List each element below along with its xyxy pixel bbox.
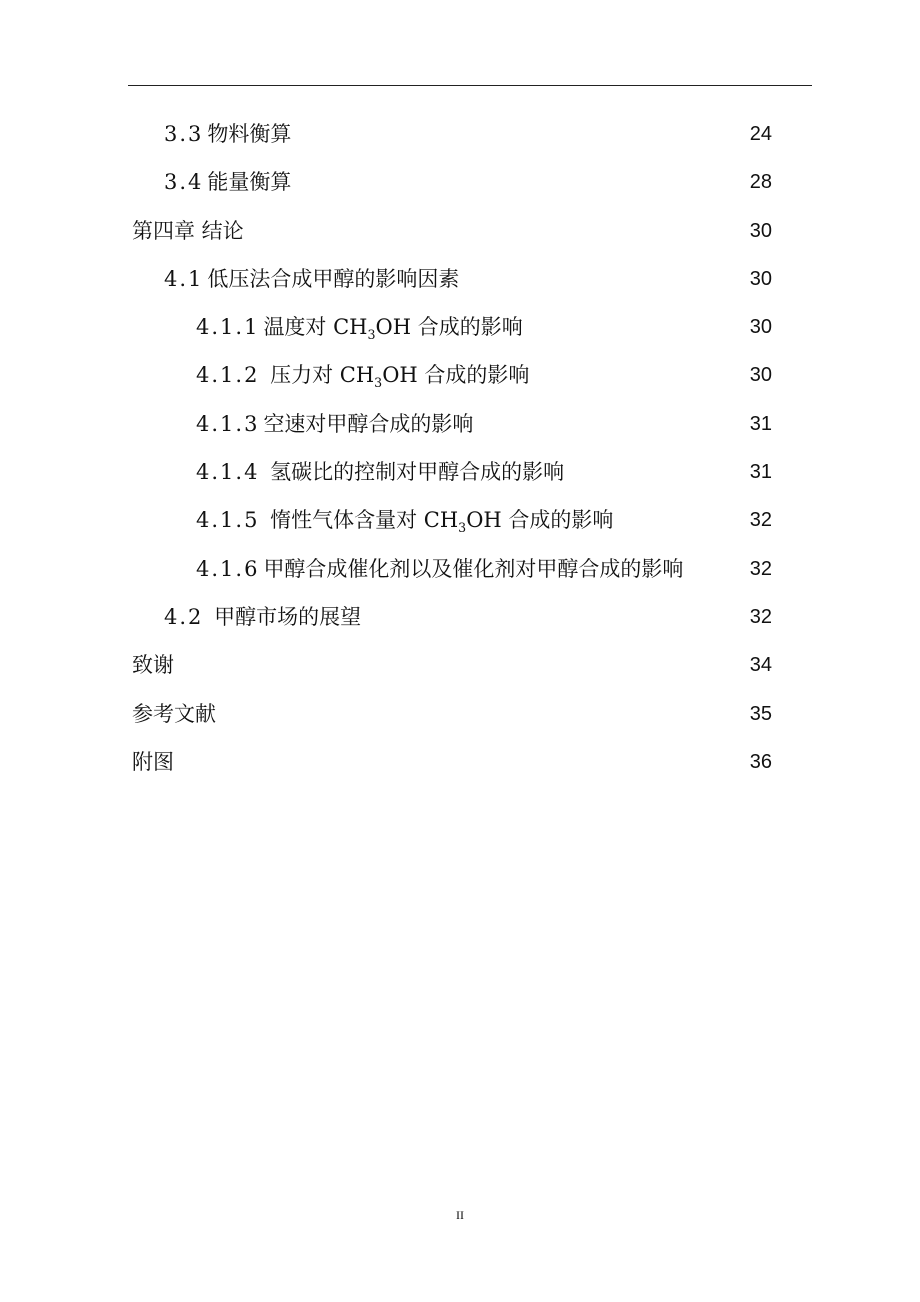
toc-entry-page: 30	[749, 364, 772, 387]
toc-entry[interactable]	[0, 207, 920, 255]
toc-entry-page: 32	[749, 509, 772, 532]
toc-entry-text-suffix: OH 合成的影响	[466, 508, 614, 533]
page-number: II	[456, 1208, 464, 1222]
toc-entry-page: 32	[749, 605, 772, 628]
toc-entry-title	[132, 738, 174, 786]
toc-entry[interactable]	[0, 351, 920, 399]
toc-entry-number: 4.1.2	[196, 363, 260, 388]
toc-entry-title	[196, 351, 529, 399]
toc-entry-text: 甲醇市场的展望	[207, 604, 362, 629]
toc-entry-title	[196, 448, 564, 496]
toc-entry-text: 压力对 CH	[263, 363, 375, 388]
toc-entry-number: 4.1.1	[196, 315, 260, 340]
toc-entry[interactable]	[0, 158, 920, 206]
toc-entry-page: 36	[749, 750, 772, 773]
toc-entry[interactable]	[0, 255, 920, 303]
toc-entry-text: 惰性气体含量对 CH	[263, 508, 459, 533]
toc-entry-subscript: 3	[458, 520, 467, 536]
toc-entry-title	[196, 496, 613, 544]
toc-entry-page: 24	[749, 123, 772, 145]
toc-entry[interactable]	[0, 593, 920, 641]
toc-entry[interactable]	[0, 690, 920, 738]
toc-entry-title	[164, 110, 291, 158]
toc-entry-text: 附图	[132, 749, 174, 774]
toc-entry-text: 第四章 结论	[132, 218, 244, 243]
toc-entry[interactable]	[0, 110, 920, 158]
toc-entry-page: 28	[749, 171, 772, 194]
toc-entry[interactable]	[0, 545, 920, 593]
toc-entry-text-suffix: OH 合成的影响	[375, 315, 523, 340]
toc-entry-text: 参考文献	[132, 701, 216, 726]
toc-entry-title	[196, 545, 683, 593]
toc-entry-text: 氢碳比的控制对甲醇合成的影响	[263, 460, 565, 485]
toc-entry-page: 30	[749, 267, 772, 290]
header-rule	[128, 85, 812, 86]
toc-entry-title	[132, 641, 174, 689]
table-of-contents	[0, 110, 920, 786]
toc-entry-number: 4.1.4	[196, 460, 260, 485]
toc-entry[interactable]	[0, 496, 920, 544]
toc-entry-page: 31	[749, 461, 772, 484]
toc-entry-text: 致谢	[132, 653, 174, 678]
toc-entry-text: 温度对 CH	[263, 315, 368, 340]
toc-entry[interactable]	[0, 641, 920, 689]
toc-entry-text: 空速对甲醇合成的影响	[263, 411, 474, 436]
toc-entry-title	[164, 593, 361, 641]
toc-entry-page: 31	[749, 412, 772, 435]
toc-entry[interactable]	[0, 738, 920, 786]
toc-entry-number: 4.1.3	[196, 411, 260, 436]
toc-entry-number: 4.1.6	[196, 556, 260, 581]
toc-entry-number: 3.4	[164, 170, 204, 195]
toc-entry[interactable]	[0, 448, 920, 496]
toc-entry-title	[164, 255, 459, 303]
toc-entry-number: 4.1	[164, 266, 204, 291]
toc-entry-subscript: 3	[374, 375, 383, 391]
toc-entry-subscript: 3	[367, 327, 376, 343]
toc-entry-title	[164, 158, 291, 206]
toc-entry-text: 甲醇合成催化剂以及催化剂对甲醇合成的影响	[263, 556, 684, 581]
toc-entry-page: 35	[749, 702, 772, 725]
toc-entry-number: 3.3	[164, 122, 204, 146]
toc-entry-title	[132, 207, 244, 255]
toc-entry-text: 低压法合成甲醇的影响因素	[207, 266, 460, 291]
toc-entry-number: 4.2	[164, 604, 204, 629]
toc-entry[interactable]	[0, 400, 920, 448]
toc-entry-text-suffix: OH 合成的影响	[382, 363, 530, 388]
toc-entry-page: 30	[749, 316, 772, 339]
toc-entry-title	[196, 303, 523, 351]
toc-entry-number: 4.1.5	[196, 508, 260, 533]
toc-entry-title	[196, 400, 473, 448]
toc-entry-title	[132, 690, 216, 738]
toc-entry-text: 物料衡算	[207, 122, 292, 146]
toc-entry-page: 34	[749, 654, 772, 677]
toc-entry-text: 能量衡算	[207, 170, 292, 195]
toc-entry-page: 32	[749, 557, 772, 580]
toc-entry-page: 30	[749, 219, 772, 242]
toc-entry[interactable]	[0, 303, 920, 351]
